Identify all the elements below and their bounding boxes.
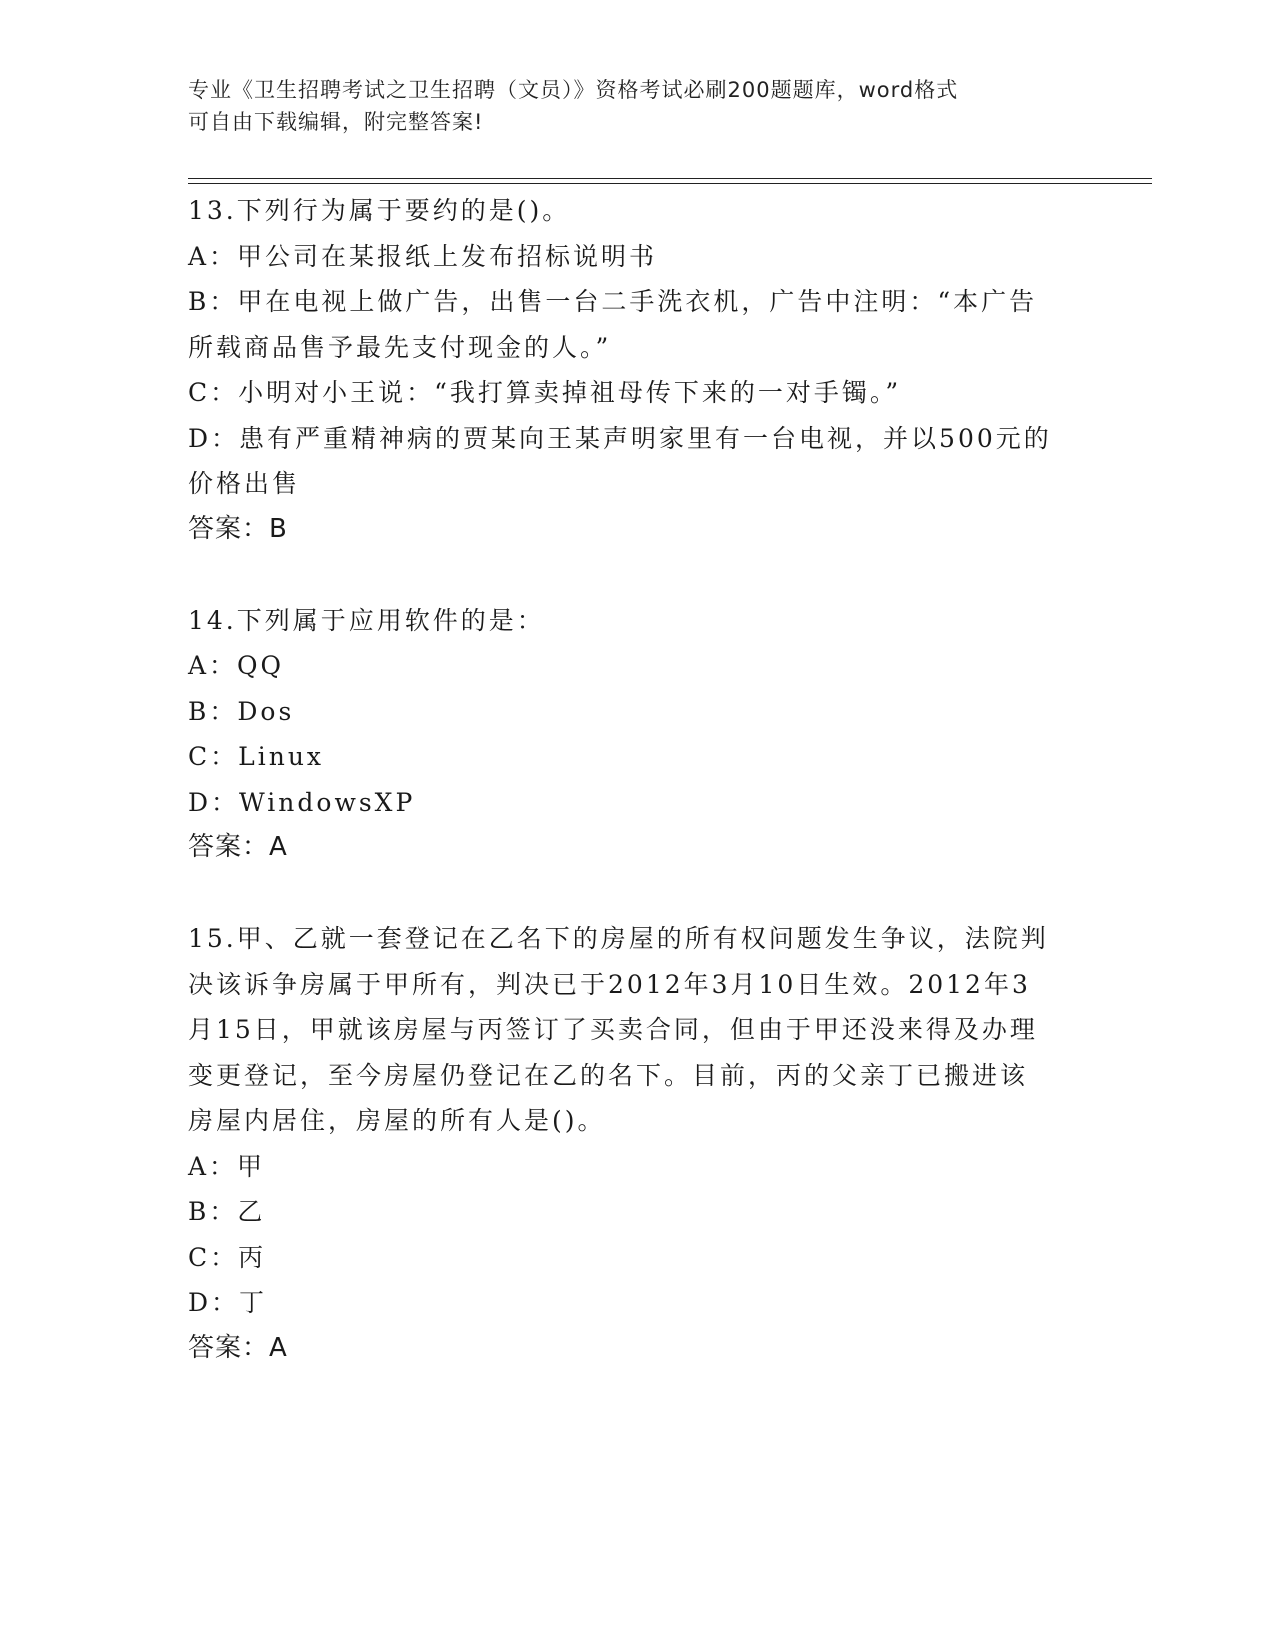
answer-label: 答案：A xyxy=(188,1332,288,1363)
spacer xyxy=(188,552,1078,598)
option-d-continued: 价格出售 xyxy=(188,469,301,498)
header-divider-top xyxy=(188,178,1152,179)
question-15 xyxy=(188,916,1078,1371)
question-stem-line: 13.下列行为属于要约的是()。 xyxy=(188,196,571,225)
option-c: C：Linux xyxy=(188,742,325,771)
question-stem-line: 月15日，甲就该房屋与丙签订了买卖合同，但由于甲还没来得及办理 xyxy=(188,1015,1038,1044)
option-d: D：WindowsXP xyxy=(188,787,416,817)
question-stem-line: 决该诉争房属于甲所有，判决已于2012年3月10日生效。2012年3 xyxy=(188,969,1031,999)
header-line-1: 专业《卫生招聘考试之卫生招聘（文员）》资格考试必刷200题题库，word格式 xyxy=(188,78,959,102)
option-d: D：患有严重精神病的贾某向王某声明家里有一台电视，并以500元的 xyxy=(188,423,1052,453)
question-13 xyxy=(188,188,1078,552)
question-stem-line: 变更登记，至今房屋仍登记在乙的名下。目前，丙的父亲丁已搬进该 xyxy=(188,1060,1029,1090)
answer-label: 答案：A xyxy=(188,832,288,862)
question-stem-line: 14.下列属于应用软件的是： xyxy=(188,605,545,635)
option-c: C：小明对小王说：“我打算卖掉祖母传下来的一对手镯。” xyxy=(188,378,902,407)
option-a: A：QQ xyxy=(188,651,285,680)
question-14 xyxy=(188,598,1078,871)
question-stem-line: 15.甲、乙就一套登记在乙名下的房屋的所有权问题发生争议，法院判 xyxy=(188,924,1049,953)
header-divider-bottom xyxy=(188,183,1152,184)
document-header xyxy=(188,74,1068,138)
header-line-2: 可自由下载编辑，附完整答案! xyxy=(188,110,484,134)
option-b: B：Dos xyxy=(188,696,295,726)
option-b-continued: 所载商品售予最先支付现金的人。” xyxy=(188,332,612,362)
option-b: B：乙 xyxy=(188,1197,266,1226)
option-b: B：甲在电视上做广告，出售一台二手洗衣机，广告中注明：“本广告 xyxy=(188,287,1038,316)
answer-label: 答案：B xyxy=(188,513,288,544)
question-list xyxy=(188,188,1078,1371)
option-a: A：甲公司在某报纸上发布招标说明书 xyxy=(188,241,658,271)
option-d: D：丁 xyxy=(188,1288,268,1317)
option-a: A：甲 xyxy=(188,1151,266,1181)
option-c: C：丙 xyxy=(188,1242,267,1272)
question-stem-line: 房屋内居住，房屋的所有人是()。 xyxy=(188,1106,606,1135)
spacer xyxy=(188,871,1078,917)
